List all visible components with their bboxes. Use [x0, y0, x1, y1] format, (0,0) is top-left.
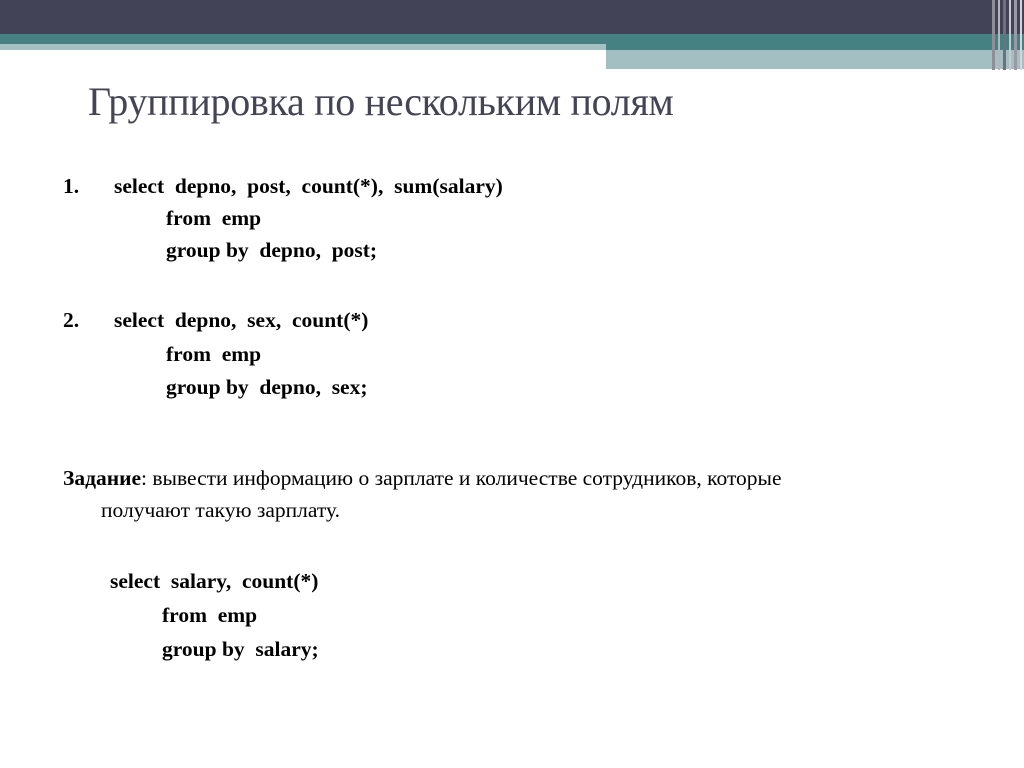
- query-2-group-line: group by depno, sex;: [166, 375, 368, 399]
- query-1-group-line: group by depno, post;: [166, 238, 378, 262]
- header-bar-dark: [0, 0, 1024, 34]
- header-bar-light-right: [606, 50, 1024, 69]
- slide-title: Группировка по нескольким полям: [88, 79, 674, 124]
- header-bar-teal: [0, 34, 1024, 44]
- task-label: Задание: [63, 466, 142, 490]
- query-2-number: 2.: [63, 308, 80, 332]
- task-text-line1: : вывести информацию о зарплате и количестве сотрудников, которые: [141, 466, 782, 490]
- query-1-from-line: from emp: [166, 206, 262, 230]
- header-bar-light-left: [0, 44, 606, 50]
- answer-group-line: group by salary;: [162, 637, 319, 661]
- query-1-number: 1.: [63, 174, 80, 198]
- header-stripes-decoration: [990, 0, 1024, 70]
- query-2-select-line: select depno, sex, count(*): [114, 308, 369, 332]
- task-text-line2: получают такую зарплату.: [101, 498, 340, 522]
- query-2-from-line: from emp: [166, 342, 262, 366]
- answer-select-line: select salary, count(*): [110, 569, 319, 593]
- answer-from-line: from emp: [162, 603, 258, 627]
- task-paragraph: [63, 462, 943, 526]
- query-1-select-line: select depno, post, count(*), sum(salary): [114, 174, 503, 198]
